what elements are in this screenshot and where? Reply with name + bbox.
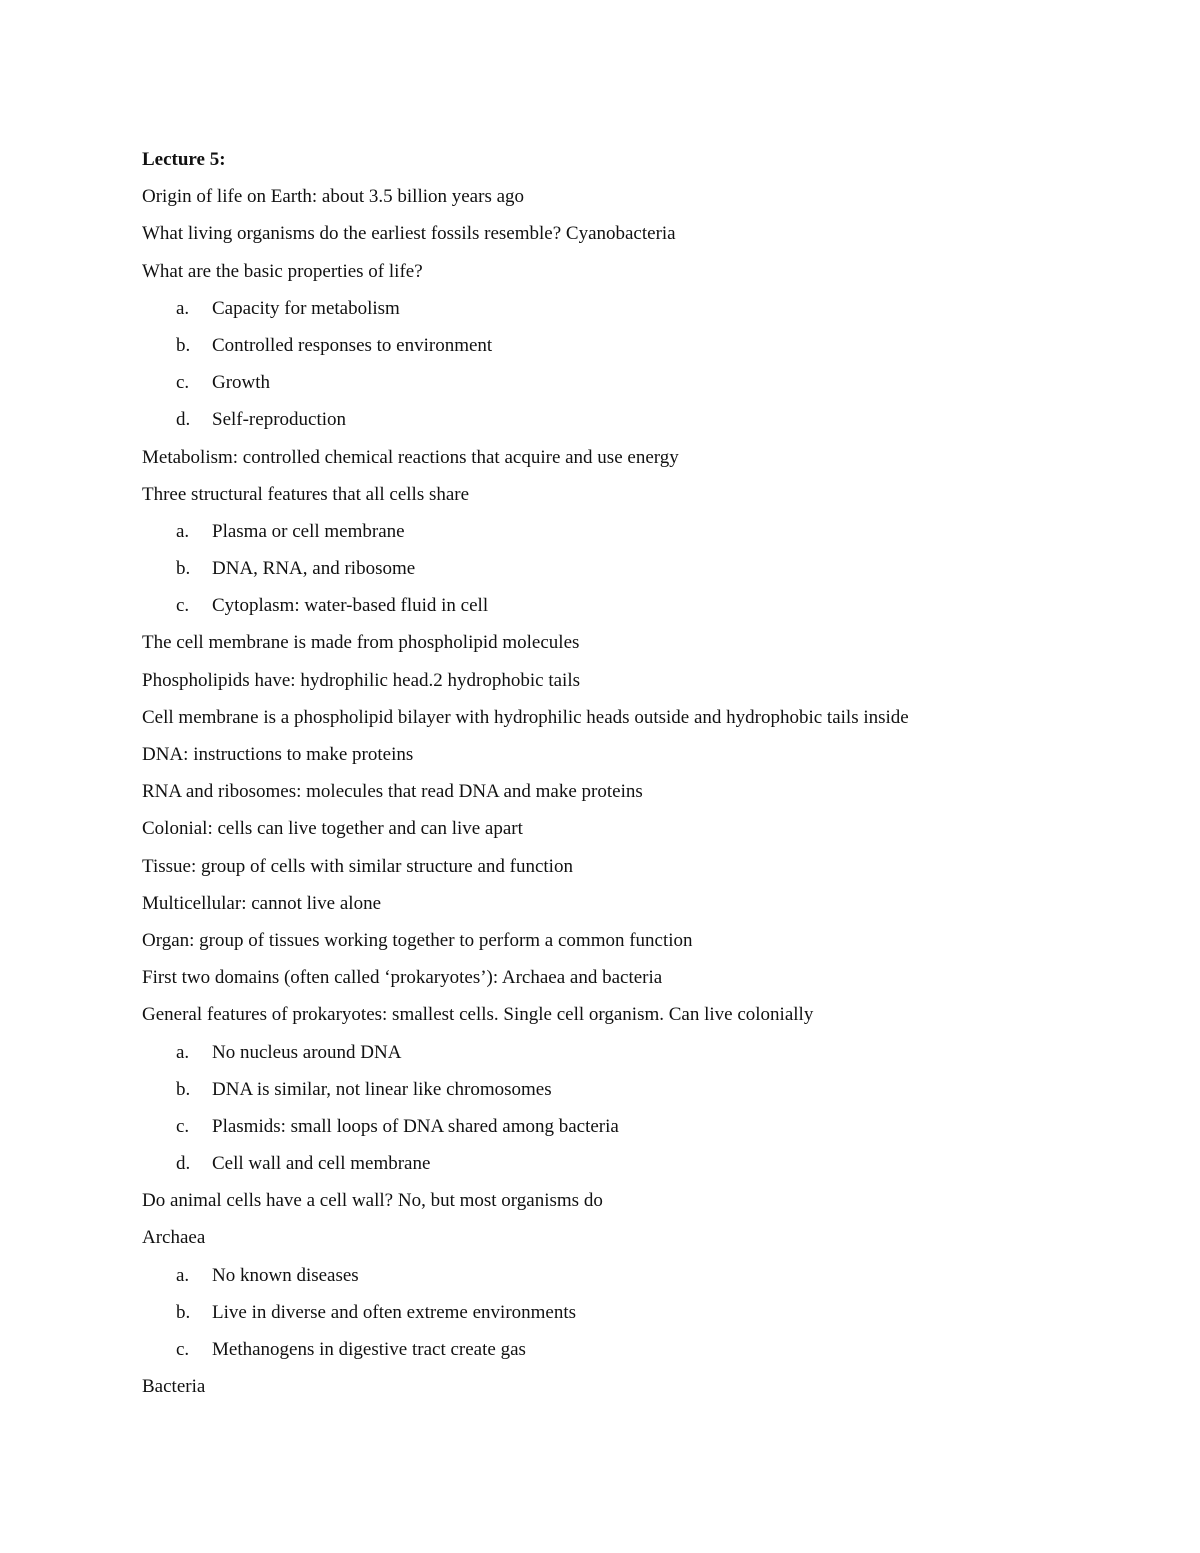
text-line: DNA: instructions to make proteins xyxy=(142,744,414,765)
page-title: Lecture 5: xyxy=(142,149,226,170)
list-item xyxy=(142,550,1102,587)
list-item xyxy=(142,587,1102,624)
list-item-text: Plasma or cell membrane xyxy=(212,520,405,542)
list-item xyxy=(142,513,1102,550)
list-marker: c. xyxy=(176,1339,190,1360)
list-marker: b. xyxy=(176,334,191,356)
list-item xyxy=(142,1034,1102,1071)
text-line: Phospholipids have: hydrophilic head.2 hydrophobic tails xyxy=(142,669,581,691)
list-item-text: Methanogens in digestive tract create gas xyxy=(212,1339,526,1360)
list-marker: a. xyxy=(176,1264,190,1286)
list-marker: b. xyxy=(176,1301,191,1323)
list-item-text: Capacity for metabolism xyxy=(212,297,400,319)
text-line: Cell membrane is a phospholipid bilayer with hydrophilic heads outside and hydrophobic tails inside xyxy=(142,706,909,728)
text-line: Origin of life on Earth: about 3.5 billion years ago xyxy=(142,186,525,208)
text-line: The cell membrane is made from phospholipid molecules xyxy=(142,632,580,654)
text-line: General features of prokaryotes: smallest cells. Single cell organism. Can live colonially xyxy=(142,1004,814,1026)
text-line: RNA and ribosomes: molecules that read DNA and make proteins xyxy=(142,781,643,803)
list-marker: a. xyxy=(176,520,190,542)
text-line: First two domains (often called ‘prokaryotes’): Archaea and bacteria xyxy=(142,967,663,989)
list-marker: a. xyxy=(176,297,190,319)
list-marker: b. xyxy=(176,1078,191,1100)
list-item-text: No known diseases xyxy=(212,1264,359,1286)
list-item xyxy=(142,401,1102,438)
list-item xyxy=(142,1108,1102,1145)
text-line: Metabolism: controlled chemical reactions that acquire and use energy xyxy=(142,446,679,468)
list-item-text: Cell wall and cell membrane xyxy=(212,1153,431,1175)
text-line: Three structural features that all cells share xyxy=(142,483,470,505)
list-marker: c. xyxy=(176,372,190,394)
list-item-text: Controlled responses to environment xyxy=(212,334,493,356)
text-line: Multicellular: cannot live alone xyxy=(142,892,382,914)
text-line: What are the basic properties of life? xyxy=(142,260,423,282)
list-item-text: No nucleus around DNA xyxy=(212,1041,402,1063)
text-line: Tissue: group of cells with similar structure and function xyxy=(142,855,573,877)
list-item xyxy=(142,1071,1102,1108)
list-item-text: DNA, RNA, and ribosome xyxy=(212,558,416,580)
text-line: Bacteria xyxy=(142,1376,206,1398)
list-item xyxy=(142,290,1102,327)
list-item-text: Plasmids: small loops of DNA shared among bacteria xyxy=(212,1115,619,1137)
list-item-text: Cytoplasm: water-based fluid in cell xyxy=(212,595,489,617)
list-item xyxy=(142,327,1102,364)
list-marker: d. xyxy=(176,409,191,431)
text-line: Archaea xyxy=(142,1227,206,1249)
list-marker: c. xyxy=(176,595,190,617)
list-item xyxy=(142,1331,1102,1368)
text-line: Do animal cells have a cell wall? No, but most organisms do xyxy=(142,1190,603,1212)
text-line: Colonial: cells can live together and can live apart xyxy=(142,818,523,840)
list-item-text: Self-reproduction xyxy=(212,409,347,431)
list-item xyxy=(142,364,1102,401)
list-item-text: DNA is similar, not linear like chromosomes xyxy=(212,1078,552,1100)
list-marker: a. xyxy=(176,1041,190,1063)
list-marker: b. xyxy=(176,558,191,580)
list-item-text: Growth xyxy=(212,372,271,394)
list-item xyxy=(142,1145,1102,1182)
list-item xyxy=(142,1257,1102,1294)
list-marker: d. xyxy=(176,1153,191,1175)
document-body xyxy=(142,141,1102,1405)
list-item xyxy=(142,1294,1102,1331)
text-line: Organ: group of tissues working together to perform a common function xyxy=(142,929,693,951)
text-line: What living organisms do the earliest fossils resemble? Cyanobacteria xyxy=(142,223,676,245)
list-item-text: Live in diverse and often extreme environments xyxy=(212,1301,577,1323)
list-marker: c. xyxy=(176,1115,190,1137)
